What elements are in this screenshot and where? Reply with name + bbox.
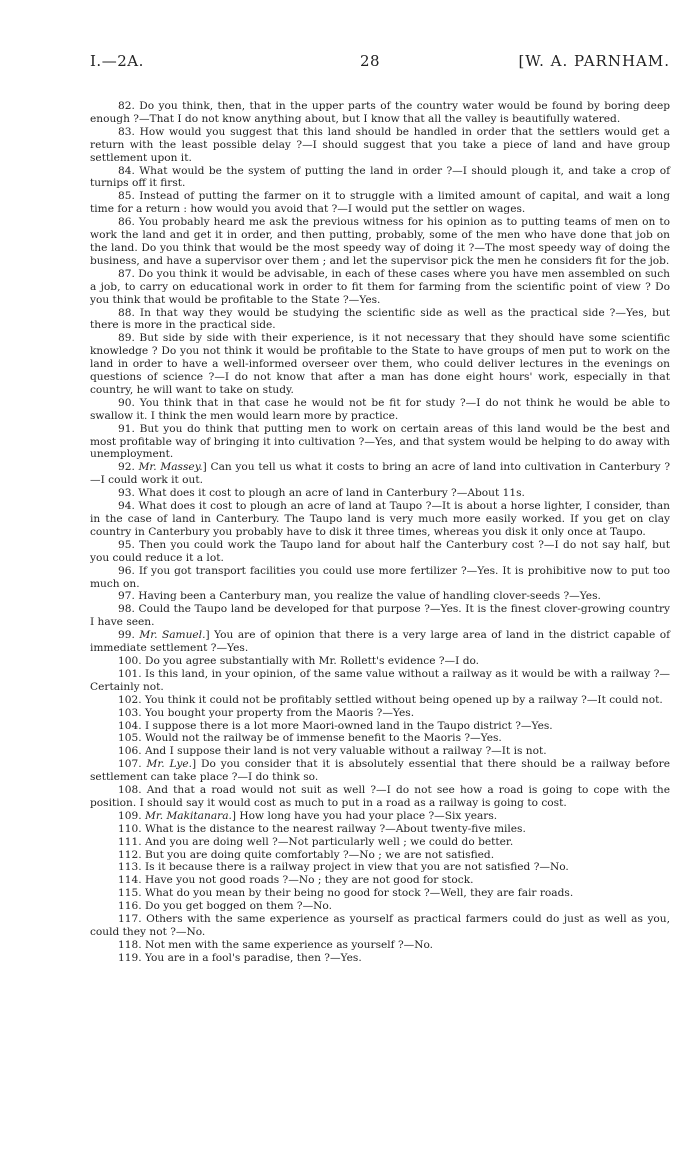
testimony-paragraph: 91. But you do think that putting men to work on certain areas of this land would be the best and most profitable way of bringing it into cultivation ?—Yes, and that system would be helping to do away with unemployment. — [90, 422, 670, 461]
testimony-paragraph — [90, 758, 670, 784]
testimony-paragraph: 100. Do you agree substantially with Mr. Rollett's evidence ?—I do. — [118, 654, 480, 667]
testimony-paragraph: 119. You are in a fool's paradise, then ?—Yes. — [118, 951, 362, 964]
testimony-paragraph: 111. And you are doing well ?—Not particularly well ; we could do better. — [118, 835, 514, 848]
question-answer-text: ] Can you tell us what it costs to bring an acre of land into cultivation in Canterbury ?—I could work it out. — [90, 461, 670, 487]
testimony-paragraph: 114. Have you not good roads ?—No ; they are not good for stock. — [118, 874, 474, 887]
testimony-paragraph — [90, 461, 670, 487]
testimony-paragraph: 93. What does it cost to plough an acre of land in Canterbury ?—About 11s. — [118, 487, 525, 500]
question-number: 107. — [118, 758, 147, 771]
testimony-paragraph: 102. You think it could not be profitably settled without being opened up by a railway ?—It could not. — [118, 693, 663, 706]
testimony-paragraph: 106. And I suppose their land is not very valuable without a railway ?—It is not. — [118, 745, 547, 758]
question-answer-text: ] Do you consider that it is absolutely essential that there should be a railway before settlement can take place ?—I do think so. — [90, 758, 670, 784]
testimony-paragraph: 105. Would not the railway be of immense benefit to the Maoris ?—Yes. — [118, 732, 502, 745]
testimony-paragraph: 94. What does it cost to plough an acre of land at Taupo ?—It is about a horse lighter, I consider, than in the case of land in Canterbury. The Taupo land is very much more easily worked. If you get on clay country in Canterbury you probably have to disk it three times, whereas you disk it only once at Taupo. — [90, 500, 670, 538]
testimony-paragraph: 113. Is it because there is a railway project in view that you are not satisfied ?—No. — [118, 861, 569, 874]
testimony-paragraph: 83. How would you suggest that this land should be handled in order that the settlers would get a return with the least possible delay ?—I should suggest that you take a piece of land and have group settlement upon it. — [90, 125, 670, 164]
question-number: 92. — [118, 461, 139, 474]
testimony-paragraph: 115. What do you mean by their being no good for stock ?—Well, they are fair roads. — [118, 887, 574, 900]
testimony-paragraph: 104. I suppose there is a lot more Maori-owned land in the Taupo district ?—Yes. — [118, 719, 553, 732]
testimony-paragraph: 87. Do you think it would be advisable, in each of these cases where you have men assembled on such a job, to carry on educational work in order to fit them for farming from the scientific point of view ? Do you think that would be profitable to the State ?—Yes. — [90, 267, 670, 306]
testimony-paragraph: 117. Others with the same experience as yourself as practical farmers could do just as well as you, could they not ?—No. — [90, 913, 670, 938]
testimony-paragraph: 110. What is the distance to the nearest railway ?—About twenty-five miles. — [118, 822, 526, 835]
question-answer-text: ] How long have you had your place ?—Six years. — [231, 809, 498, 822]
testimony-paragraph: 82. Do you think, then, that in the upper parts of the country water would be found by boring deep enough ?—That I do not know anything about, but I know that all the valley is beautifully watered. — [90, 100, 670, 125]
page-number: 28 — [360, 52, 381, 70]
testimony-paragraph: 101. Is this land, in your opinion, of the same value without a railway as it would be with a railway ?—Certainly not. — [90, 667, 670, 693]
questioner-name: Mr. Makitanara. — [144, 809, 232, 822]
testimony-paragraph — [90, 629, 670, 655]
testimony-paragraph: 95. Then you could work the Taupo land for about half the Canterbury cost ?—I do not say half, but you could reduce it a lot. — [90, 538, 670, 564]
question-number: 109. — [118, 809, 145, 822]
question-answer-text: ] You are of opinion that there is a very large area of land in the district capable of immediate settlement ?—Yes. — [90, 629, 671, 655]
testimony-paragraph: 86. You probably heard me ask the previous witness for his opinion as to putting teams of men on to work the land and get it in order, and then putting, probably, some of the men who have done that job on the land. Do you think that would be the most speedy way of doing it ?—The most speedy way of doing the business, and have a supervisor over them ; and let the supervisor pick the men he considers fit for the job. — [90, 216, 670, 267]
testimony-paragraph: 118. Not men with the same experience as yourself ?—No. — [118, 938, 434, 951]
testimony-paragraph: 89. But side by side with their experience, is it not necessary that they should have some scientific knowledge ? Do you not think it would be profitable to the State to have groups of men put to work on the land in order to have a well-informed overseer over them, who could deliver lectures in the evenings on questions of science ?—I do not know that after a man has done eight hours' work, especially in that country, he will want to take on study. — [90, 332, 670, 396]
testimony-body — [90, 100, 670, 965]
questioner-name: Mr. Massey. — [138, 461, 203, 474]
page-header — [90, 52, 670, 74]
document-reference: I.—2A. — [90, 52, 144, 70]
testimony-paragraph: 103. You bought your property from the Maoris ?—Yes. — [118, 706, 415, 719]
testimony-paragraph: 112. But you are doing quite comfortably ?—No ; we are not satisfied. — [118, 848, 495, 861]
testimony-paragraph: 84. What would be the system of putting the land in order ?—I should plough it, and take a crop of turnips off it first. — [90, 164, 670, 190]
testimony-paragraph: 88. In that way they would be studying the scientific side as well as the practical side ?—Yes, but there is more in the practical side. — [90, 306, 670, 332]
testimony-paragraph: 97. Having been a Canterbury man, you realize the value of handling clover-seeds ?—Yes. — [118, 590, 601, 603]
testimony-paragraph: 96. If you got transport facilities you could use more fertilizer ?—Yes. It is prohibitive now to put too much on. — [90, 564, 670, 590]
witness-name: [W. A. PARNHAM. — [518, 52, 670, 70]
testimony-paragraph: 108. And that a road would not suit as well ?—I do not see how a road is going to cope with the position. I should say it would cost as much to put in a road as a railway is going to cost. — [90, 784, 670, 809]
testimony-paragraph: 116. Do you get bogged on them ?—No. — [118, 900, 332, 913]
testimony-paragraph: 98. Could the Taupo land be developed for that purpose ?—Yes. It is the finest clover-growing country I have seen. — [90, 603, 670, 629]
questioner-name: Mr. Lye. — [146, 758, 192, 771]
question-number: 99. — [118, 629, 140, 642]
testimony-paragraph: 85. Instead of putting the farmer on it to struggle with a limited amount of capital, and wait a long time for a return : how would you avoid that ?—I would put the settler on wages. — [90, 190, 670, 216]
testimony-paragraph — [90, 810, 670, 823]
testimony-paragraph: 90. You think that in that case he would not be fit for study ?—I do not think he would be able to swallow it. I think the men would learn more by practice. — [90, 396, 670, 422]
questioner-name: Mr. Samuel. — [139, 629, 206, 642]
